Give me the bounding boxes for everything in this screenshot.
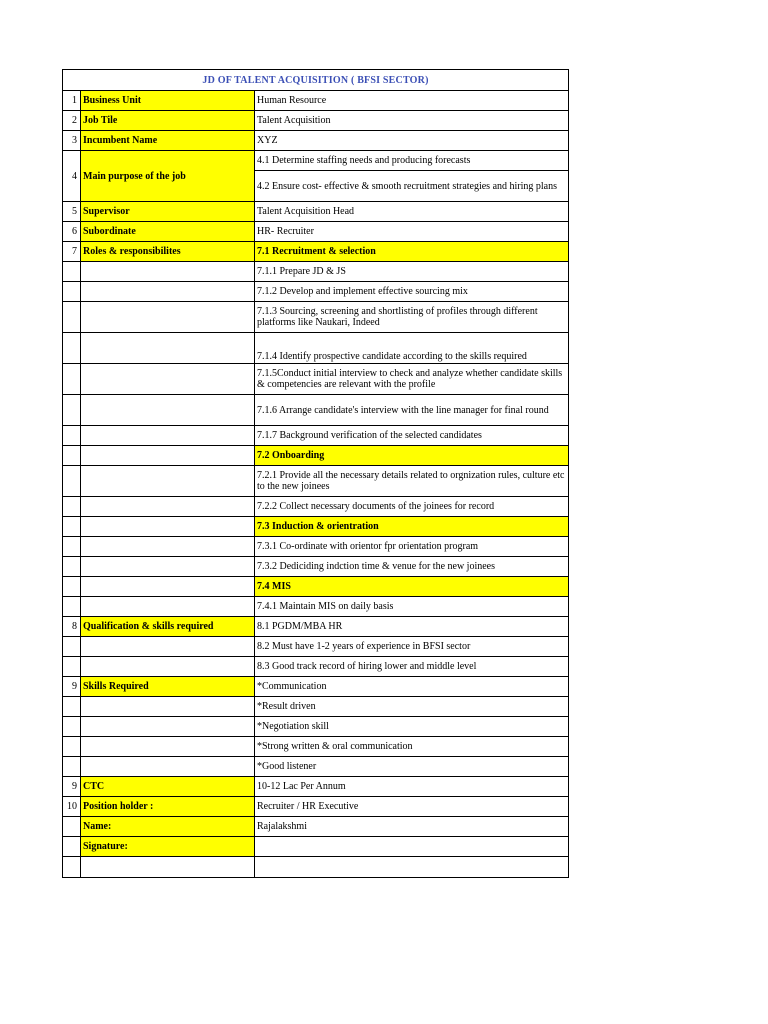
row-number bbox=[63, 757, 81, 777]
field-label bbox=[81, 466, 255, 497]
row-number bbox=[63, 737, 81, 757]
field-label bbox=[81, 262, 255, 282]
field-value: *Strong written & oral communication bbox=[255, 737, 569, 757]
row-number: 10 bbox=[63, 797, 81, 817]
table-row bbox=[63, 333, 569, 364]
field-label: Incumbent Name bbox=[81, 131, 255, 151]
table-row bbox=[63, 657, 569, 677]
field-value: 7.1 Recruitment & selection bbox=[255, 242, 569, 262]
row-number bbox=[63, 857, 81, 878]
row-number bbox=[63, 466, 81, 497]
row-number bbox=[63, 577, 81, 597]
field-value: 7.1.2 Develop and implement effective sourcing mix bbox=[255, 282, 569, 302]
field-value: 7.4 MIS bbox=[255, 577, 569, 597]
table-row bbox=[63, 537, 569, 557]
row-number bbox=[63, 333, 81, 364]
field-label bbox=[81, 395, 255, 426]
field-value: 7.3.2 Dediciding indction time & venue for the new joinees bbox=[255, 557, 569, 577]
row-number bbox=[63, 262, 81, 282]
field-value: 8.2 Must have 1-2 years of experience in BFSI sector bbox=[255, 637, 569, 657]
row-number: 1 bbox=[63, 91, 81, 111]
field-label: Supervisor bbox=[81, 202, 255, 222]
row-number bbox=[63, 517, 81, 537]
row-number bbox=[63, 717, 81, 737]
field-label bbox=[81, 517, 255, 537]
table-row bbox=[63, 757, 569, 777]
table-row bbox=[63, 426, 569, 446]
table-row bbox=[63, 497, 569, 517]
row-number bbox=[63, 837, 81, 857]
row-number bbox=[63, 597, 81, 617]
field-value: *Result driven bbox=[255, 697, 569, 717]
table-row bbox=[63, 697, 569, 717]
field-label: Roles & responsibilites bbox=[81, 242, 255, 262]
field-value: 4.1 Determine staffing needs and producing forecasts bbox=[255, 151, 569, 171]
field-value: Rajalakshmi bbox=[255, 817, 569, 837]
table-row bbox=[63, 302, 569, 333]
table-row bbox=[63, 222, 569, 242]
row-number bbox=[63, 497, 81, 517]
field-label: Signature: bbox=[81, 837, 255, 857]
row-number bbox=[63, 657, 81, 677]
table-row bbox=[63, 395, 569, 426]
field-label bbox=[81, 282, 255, 302]
table-row bbox=[63, 577, 569, 597]
field-label bbox=[81, 333, 255, 364]
field-label bbox=[81, 302, 255, 333]
table-row bbox=[63, 737, 569, 757]
row-number: 9 bbox=[63, 777, 81, 797]
table-row bbox=[63, 797, 569, 817]
table-row bbox=[63, 466, 569, 497]
row-number bbox=[63, 426, 81, 446]
field-value: Human Resource bbox=[255, 91, 569, 111]
table-row bbox=[63, 677, 569, 697]
field-label bbox=[81, 657, 255, 677]
row-number bbox=[63, 537, 81, 557]
table-row bbox=[63, 817, 569, 837]
field-label bbox=[81, 737, 255, 757]
field-value: Talent Acquisition Head bbox=[255, 202, 569, 222]
field-value: 7.1.1 Prepare JD & JS bbox=[255, 262, 569, 282]
row-number: 6 bbox=[63, 222, 81, 242]
field-value: 7.1.6 Arrange candidate's interview with the line manager for final round bbox=[255, 395, 569, 426]
table-row bbox=[63, 282, 569, 302]
table-row bbox=[63, 151, 569, 171]
row-number: 9 bbox=[63, 677, 81, 697]
field-value: XYZ bbox=[255, 131, 569, 151]
field-label: Main purpose of the job bbox=[81, 151, 255, 202]
jd-table bbox=[62, 69, 569, 878]
document-title: JD OF TALENT ACQUISITION ( BFSI SECTOR) bbox=[63, 70, 569, 91]
field-value: 7.1.3 Sourcing, screening and shortlisting of profiles through different platforms like Naukari, Indeed bbox=[255, 302, 569, 333]
row-number: 7 bbox=[63, 242, 81, 262]
row-number: 8 bbox=[63, 617, 81, 637]
field-value: 10-12 Lac Per Annum bbox=[255, 777, 569, 797]
field-label bbox=[81, 597, 255, 617]
field-value: 7.1.7 Background verification of the selected candidates bbox=[255, 426, 569, 446]
field-label bbox=[81, 857, 255, 878]
title-row bbox=[63, 70, 569, 91]
table-row bbox=[63, 637, 569, 657]
field-value: *Communication bbox=[255, 677, 569, 697]
field-value: HR- Recruiter bbox=[255, 222, 569, 242]
row-number bbox=[63, 637, 81, 657]
table-row bbox=[63, 857, 569, 878]
field-label bbox=[81, 637, 255, 657]
table-row bbox=[63, 717, 569, 737]
field-label bbox=[81, 364, 255, 395]
field-value: 4.2 Ensure cost- effective & smooth recruitment strategies and hiring plans bbox=[255, 171, 569, 202]
table-row bbox=[63, 364, 569, 395]
field-label: Qualification & skills required bbox=[81, 617, 255, 637]
field-label: Business Unit bbox=[81, 91, 255, 111]
table-row bbox=[63, 446, 569, 466]
row-number bbox=[63, 446, 81, 466]
field-value bbox=[255, 837, 569, 857]
table-row bbox=[63, 597, 569, 617]
table-row bbox=[63, 91, 569, 111]
field-value: 7.1.4 Identify prospective candidate according to the skills required bbox=[255, 333, 569, 364]
row-number bbox=[63, 364, 81, 395]
field-label bbox=[81, 426, 255, 446]
field-label bbox=[81, 717, 255, 737]
field-value: 7.1.5Conduct initial interview to check and analyze whether candidate skills & competencies are relevant with the profile bbox=[255, 364, 569, 395]
field-value: 8.1 PGDM/MBA HR bbox=[255, 617, 569, 637]
field-label: Subordinate bbox=[81, 222, 255, 242]
field-value: 8.3 Good track record of hiring lower and middle level bbox=[255, 657, 569, 677]
table-row bbox=[63, 777, 569, 797]
table-row bbox=[63, 111, 569, 131]
field-label: CTC bbox=[81, 777, 255, 797]
row-number bbox=[63, 557, 81, 577]
field-value: *Negotiation skill bbox=[255, 717, 569, 737]
field-value: Talent Acquisition bbox=[255, 111, 569, 131]
row-number: 4 bbox=[63, 151, 81, 202]
field-label bbox=[81, 497, 255, 517]
field-value: 7.4.1 Maintain MIS on daily basis bbox=[255, 597, 569, 617]
table-row bbox=[63, 262, 569, 282]
field-label: Position holder : bbox=[81, 797, 255, 817]
table-row bbox=[63, 617, 569, 637]
row-number: 5 bbox=[63, 202, 81, 222]
row-number bbox=[63, 697, 81, 717]
row-number bbox=[63, 302, 81, 333]
field-value: *Good listener bbox=[255, 757, 569, 777]
field-label bbox=[81, 577, 255, 597]
table-row bbox=[63, 242, 569, 262]
field-value bbox=[255, 857, 569, 878]
field-value: Recruiter / HR Executive bbox=[255, 797, 569, 817]
field-label: Skills Required bbox=[81, 677, 255, 697]
row-number bbox=[63, 817, 81, 837]
field-label bbox=[81, 697, 255, 717]
row-number: 3 bbox=[63, 131, 81, 151]
field-label bbox=[81, 446, 255, 466]
field-label bbox=[81, 537, 255, 557]
field-label: Name: bbox=[81, 817, 255, 837]
field-value: 7.2.1 Provide all the necessary details related to orgnization rules, culture etc to the new joinees bbox=[255, 466, 569, 497]
table-row bbox=[63, 131, 569, 151]
table-row bbox=[63, 557, 569, 577]
field-value: 7.3.1 Co-ordinate with orientor fpr orientation program bbox=[255, 537, 569, 557]
row-number bbox=[63, 282, 81, 302]
field-value: 7.3 Induction & orientration bbox=[255, 517, 569, 537]
field-value: 7.2.2 Collect necessary documents of the joinees for record bbox=[255, 497, 569, 517]
field-label bbox=[81, 757, 255, 777]
field-label: Job Tile bbox=[81, 111, 255, 131]
field-value: 7.2 Onboarding bbox=[255, 446, 569, 466]
row-number bbox=[63, 395, 81, 426]
table-row bbox=[63, 837, 569, 857]
row-number: 2 bbox=[63, 111, 81, 131]
table-row bbox=[63, 517, 569, 537]
field-label bbox=[81, 557, 255, 577]
table-row bbox=[63, 202, 569, 222]
